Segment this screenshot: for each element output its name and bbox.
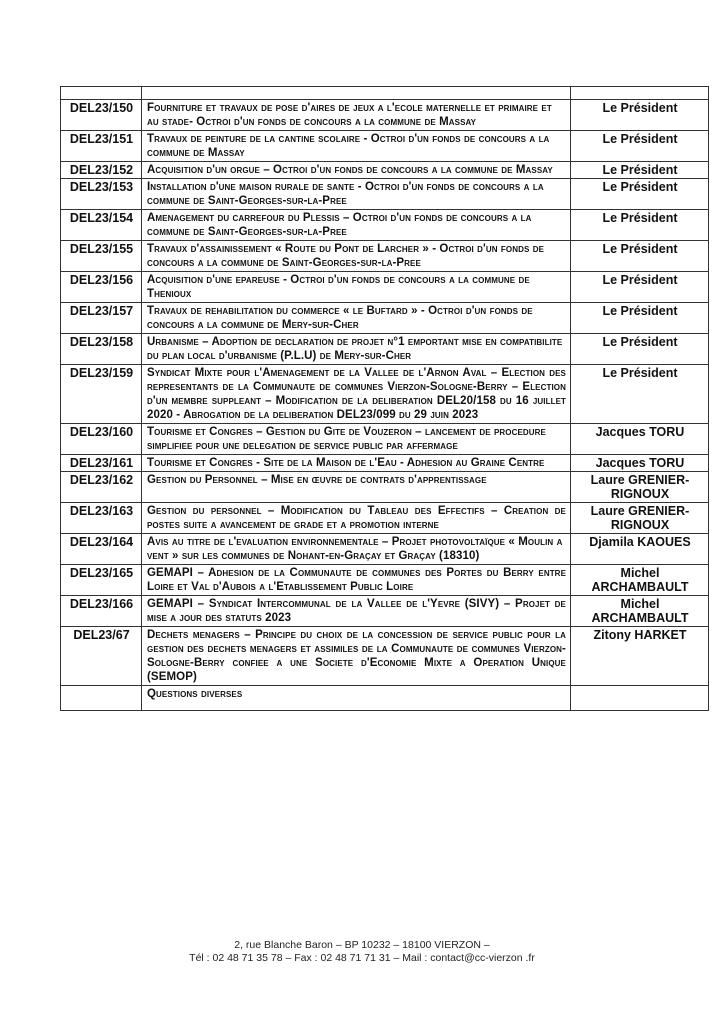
- deliberation-subject: Gestion du personnel – Modification du Tableau des Effectifs – Creation de postes suite a avancement de grade et a promotion interne: [142, 503, 571, 534]
- deliberation-number: [61, 686, 142, 711]
- deliberation-subject: Dechets menagers – Principe du choix de la concession de service public pour la gestion des dechets menagers et assimiles de la Communaute de communes Vierzon-Sologne-Berry confiee a une Societe d'Economie Mixte a Operation Unique (SEMOP): [142, 627, 571, 686]
- table-row: [61, 424, 709, 455]
- deliberation-number: DEL23/151: [61, 131, 142, 162]
- deliberation-subject: Gestion du Personnel – Mise en œuvre de contrats d'apprentissage: [142, 472, 571, 503]
- deliberation-subject: Travaux d'assainissement « Route du Pont de Larcher » - Octroi d'un fonds de concours a la commune de Saint-Georges-sur-la-Pree: [142, 241, 571, 272]
- deliberation-number: DEL23/162: [61, 472, 142, 503]
- deliberation-number: DEL23/154: [61, 210, 142, 241]
- reporter: Le Président: [571, 272, 709, 303]
- table-row: [61, 455, 709, 472]
- reporter: Jacques TORU: [571, 424, 709, 455]
- table-row: [61, 131, 709, 162]
- reporter: Le Président: [571, 334, 709, 365]
- deliberation-subject: Acquisition d'une epareuse - Octroi d'un fonds de concours a la commune de Thenioux: [142, 272, 571, 303]
- deliberation-number: DEL23/159: [61, 365, 142, 424]
- deliberation-subject: Amenagement du carrefour du Plessis – Octroi d'un fonds de concours a la commune de Saint-Georges-sur-la-Pree: [142, 210, 571, 241]
- table-row: [61, 472, 709, 503]
- deliberation-number: DEL23/152: [61, 162, 142, 179]
- header-cell-subject: [142, 87, 571, 100]
- deliberation-number: DEL23/166: [61, 596, 142, 627]
- reporter: Le Président: [571, 131, 709, 162]
- reporter: Laure GRENIER-RIGNOUX: [571, 503, 709, 534]
- table-row: [61, 179, 709, 210]
- reporter: Le Président: [571, 100, 709, 131]
- reporter: Le Président: [571, 162, 709, 179]
- table-row: [61, 162, 709, 179]
- deliberation-subject: Urbanisme – Adoption de declaration de projet n°1 emportant mise en compatibilite du plan local d'urbanisme (P.L.U) de Mery-sur-Cher: [142, 334, 571, 365]
- table-row: [61, 686, 709, 711]
- deliberation-subject: Travaux de peinture de la cantine scolaire - Octroi d'un fonds de concours a la commune de Massay: [142, 131, 571, 162]
- deliberation-number: DEL23/164: [61, 534, 142, 565]
- reporter: Le Président: [571, 179, 709, 210]
- deliberation-number: DEL23/157: [61, 303, 142, 334]
- reporter: Le Président: [571, 210, 709, 241]
- deliberation-subject: Avis au titre de l'evaluation environnementale – Projet photovoltaïque « Moulin a vent » sur les communes de Nohant-en-Graçay et Graçay (18310): [142, 534, 571, 565]
- table-row: [61, 241, 709, 272]
- table-row: [61, 303, 709, 334]
- reporter: Michel ARCHAMBAULT: [571, 565, 709, 596]
- reporter: Le Président: [571, 303, 709, 334]
- table-row: [61, 365, 709, 424]
- header-cell-num: [61, 87, 142, 100]
- table-row: [61, 627, 709, 686]
- table-row: [61, 596, 709, 627]
- table-row: [61, 100, 709, 131]
- table-row: [61, 272, 709, 303]
- deliberation-subject: Fourniture et travaux de pose d'aires de jeux a l'ecole maternelle et primaire et au stade- Octroi d'un fonds de concours a la commune de Massay: [142, 100, 571, 131]
- deliberation-number: DEL23/155: [61, 241, 142, 272]
- table-row: [61, 503, 709, 534]
- deliberation-subject: Travaux de rehabilitation du commerce « le Buftard » - Octroi d'un fonds de concours a la commune de Mery-sur-Cher: [142, 303, 571, 334]
- reporter: Jacques TORU: [571, 455, 709, 472]
- deliberation-subject: Syndicat Mixte pour l'Amenagement de la Vallee de l'Arnon Aval – Election des representants de la Communaute de communes Vierzon-Sologne-Berry – Election d'un membre suppleant – Modification de la deliberation DEL20/158 du 16 juillet 2020 - Abrogation de la deliberation DEL23/099 du 29 juin 2023: [142, 365, 571, 424]
- reporter: Djamila KAOUES: [571, 534, 709, 565]
- deliberation-number: DEL23/163: [61, 503, 142, 534]
- table-row: [61, 534, 709, 565]
- deliberation-number: DEL23/161: [61, 455, 142, 472]
- reporter: Zitony HARKET: [571, 627, 709, 686]
- deliberation-number: DEL23/156: [61, 272, 142, 303]
- deliberation-number: DEL23/150: [61, 100, 142, 131]
- deliberation-subject: Tourisme et Congres – Gestion du Gite de Vouzeron – lancement de procedure simplifiee pour une delegation de service public par affermage: [142, 424, 571, 455]
- footer-address: 2, rue Blanche Baron – BP 10232 – 18100 VIERZON –: [234, 939, 490, 951]
- reporter: [571, 686, 709, 711]
- deliberation-number: DEL23/67: [61, 627, 142, 686]
- deliberation-subject: GEMAPI – Syndicat Intercommunal de la Vallee de l'Yevre (SIVY) – Projet de mise a jour des statuts 2023: [142, 596, 571, 627]
- page-footer: [0, 939, 724, 965]
- deliberation-subject: Installation d'une maison rurale de sante - Octroi d'un fonds de concours a la commune de Saint-Georges-sur-la-Pree: [142, 179, 571, 210]
- deliberation-number: DEL23/165: [61, 565, 142, 596]
- footer-contact: Tél : 02 48 71 35 78 – Fax : 02 48 71 71 31 – Mail : contact@cc-vierzon .fr: [189, 952, 535, 964]
- deliberation-number: DEL23/153: [61, 179, 142, 210]
- table-row: [61, 565, 709, 596]
- deliberation-subject: GEMAPI – Adhesion de la Communaute de communes des Portes du Berry entre Loire et Val d'Aubois a l'Etablissement Public Loire: [142, 565, 571, 596]
- reporter: Le Président: [571, 365, 709, 424]
- reporter: Le Président: [571, 241, 709, 272]
- table-row: [61, 210, 709, 241]
- reporter: Laure GRENIER-RIGNOUX: [571, 472, 709, 503]
- deliberation-subject: Tourisme et Congres - Site de la Maison de l'Eau - Adhesion au Graine Centre: [142, 455, 571, 472]
- reporter: Michel ARCHAMBAULT: [571, 596, 709, 627]
- deliberation-number: DEL23/158: [61, 334, 142, 365]
- table-row: [61, 334, 709, 365]
- header-cell-reporter: [571, 87, 709, 100]
- deliberation-subject: Acquisition d'un orgue – Octroi d'un fonds de concours a la commune de Massay: [142, 162, 571, 179]
- deliberation-subject: Questions diverses: [142, 686, 571, 711]
- agenda-table: [60, 86, 709, 711]
- deliberation-number: DEL23/160: [61, 424, 142, 455]
- table-header-row: [61, 87, 709, 100]
